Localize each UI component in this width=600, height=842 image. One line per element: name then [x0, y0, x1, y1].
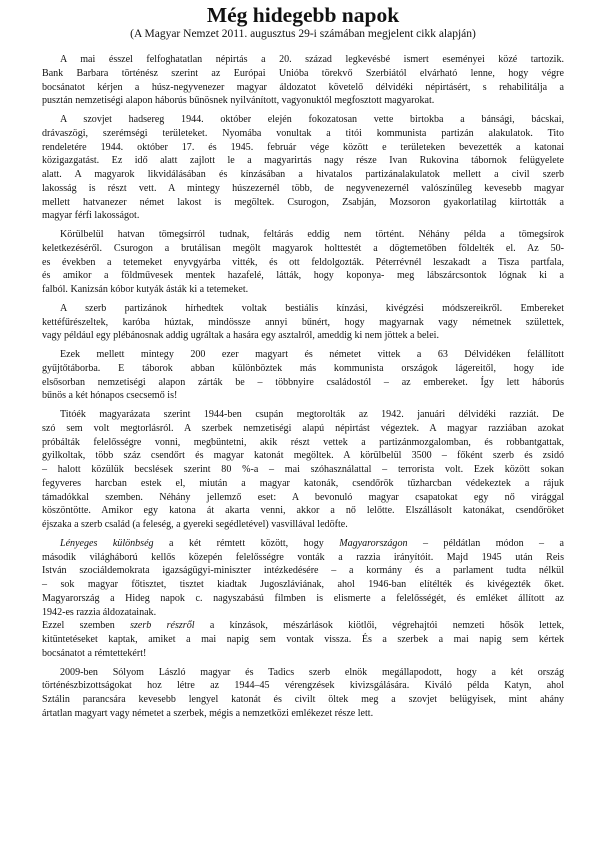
paragraph	[42, 666, 564, 721]
text-line: bocsánatot a rémtettekért!	[42, 647, 147, 659]
text-line: fegyveres harcban estek el, miután a magyar katonák, csendőrök tűzharcban védekeztek a rájuk	[42, 477, 564, 489]
text-line: kitüntetéseket kaptak, amiket a mai napig sem vontak vissza. És a szerbek a mai napig sem kértek	[42, 634, 564, 645]
text-line: próbálták felelősségre vonni, megbüntetni, akik részt vettek a partizánmozgalomban, és robbantgattak,	[42, 436, 564, 448]
text-line: mellett hatvanezer német lakost is megöltek. Csurogon, Zsabján, Mozsoron gyakorlatilag kiirtották a	[42, 196, 564, 208]
text-line: drávaszögi, szerémségi területeket. Nyomába vonultak a titói kommunista partizán alakulatok. Tito	[42, 127, 564, 139]
text-line: Bank Barbara történész szerint az Európai Unióba törekvő Szerbiától elvárható lenne, hogy végre	[42, 67, 564, 79]
text-line: es években a tetemeket enyvgyárba vitték, és ott feldolgozták. Péterrévnél leszakadt a Tisza partfala,	[42, 256, 564, 268]
paragraph	[42, 408, 564, 532]
paragraph	[42, 53, 564, 108]
text-line: gyilkoltak, több száz csendőrt és magyar katonát megöltek. A körülbelül 3500 – főként szerb és zsidó	[42, 450, 564, 462]
paragraph	[42, 228, 564, 297]
text-line: 2009-ben Sólyom László magyar és Tadics szerb elnök megállapodott, hogy a két ország	[60, 666, 564, 678]
text-line: alatt. A magyarok likvidálásában és kínzásában a hivatalos partizánalakulatok mellett a civil szerb	[42, 169, 564, 180]
paragraph	[42, 302, 564, 343]
text-line: A mai ésszel felfoghatatlan népirtás a 20. század legkevésbé ismert eseményei közé tartozik.	[60, 54, 564, 65]
text-line: A szerb partizánok hírhedtek voltak bestiális kínzási, kivégzési módszereikről. Embereket	[60, 302, 564, 314]
text-line: gyűjtőtáborba. E táborok abban különböztek más kommunista országok lágereitől, hogy ide	[42, 362, 564, 374]
text-line: pusztán nemzetiségi alapon háborús bűnösnek nyilvánított, vagyonuktól megfosztott magyarokat.	[42, 95, 435, 107]
article-title: Még hidegebb napok	[206, 3, 400, 27]
article-body	[42, 53, 564, 721]
text-line: Sztálin parancsára kevesebb lengyel katonát és civilt öltek meg a szovjet belügyisek, mint ahány	[42, 694, 564, 705]
text-line: kettéfűrészeltek, karóba húztak, mindössze annyi bűnért, hogy magyarnak vagy németnek születtek,	[42, 316, 564, 328]
paragraph	[42, 537, 564, 661]
text-line: bűnös a két hónapos csecsemő is!	[42, 390, 178, 402]
text-line: lakosság is részt vett. A mintegy húszezernél több, de negyvenezernél valószínűleg kevesebb magyar	[42, 182, 564, 194]
text-line: keletkezéséről. Csurogon a brutálisan megölt magyarok holttestét a dögtemetőben földelték el. Az 50-	[42, 242, 564, 254]
text-line: köszöntötte. Amikor egy katona át akarta venni, akkor a nő lelőtte. Elszállásolt katonákat, csendőröket	[42, 505, 564, 517]
text-line: Titóék magyarázata szerint 1944-ben csupán megtorolták az 1942. januári délvidéki razziát. De	[60, 409, 564, 420]
text-line: Ezek mellett mintegy 200 ezer magyart és németet vittek a 63 Délvidéken felállított	[60, 349, 564, 360]
text-line: vagy például egy plébánosnak addig ugráltak a hasára egy asztalról, ameddig ki nem jöttek a belei.	[42, 330, 439, 342]
text-line: közigazgatást. Ez idő alatt zajlott le a magyarirtás nagy része Ivan Rukovina tábornok felügyelete	[42, 155, 564, 167]
text-line: támadókkal szemben. Néhány jellemző eset: A bevonuló magyar csapatokat egy nő virággal	[42, 491, 564, 503]
text-line: István szociáldemokrata igazságügyi-miniszter intézkedésére – a kormány és a parlament tudta nélkül	[42, 565, 564, 577]
text-line: második világháború kellős közepén felelősségre vonták a razzia irányítóit. Majd 1945 után Reis	[42, 551, 564, 563]
text-line: történészbizottságokat hoz létre az 1944–45 vérengzések kivizsgálására. Kiváló példa Katyn, ahol	[42, 680, 564, 692]
text-line: elsősorban nemzetiségi alapon zárták be – többnyire családostól – az embereket. Így lett háborús	[42, 376, 564, 388]
paragraph	[42, 113, 564, 223]
text-line: ártatlan magyart vagy németet a szerbek, mégis a nemzetközi emlékezet része lett.	[42, 707, 374, 719]
emphasis: Lényeges különbség	[60, 537, 154, 549]
text-line: – sok magyar főtisztet, tisztet kiadtak Jugoszláviának, ahol 1946-ban elítélték és kivégezték őket.	[42, 579, 564, 590]
text-line: és amikor a földművesek mentek hazafelé, látták, hogy koponya- meg lábszárcsontok lógnak ki a	[42, 270, 564, 282]
paragraph	[42, 348, 564, 403]
text-line: falból. Kanizsán kóbor kutyák ásták ki a tetemeket.	[42, 284, 249, 295]
text-line: 1942-es razzia áldozatainak.	[42, 606, 157, 618]
text-line: bocsánatot kérjen a húsz-negyvenezer magyar áldozatot követelő délvidéki népirtásért, s rehabilitálja a	[42, 81, 564, 93]
emphasis: szerb részről	[130, 620, 195, 632]
text-line: magyar férfi lakosságot.	[42, 210, 140, 222]
article-subtitle: (A Magyar Nemzet 2011. augusztus 29-i számában megjelent cikk alapján)	[130, 28, 476, 40]
text-line: szó sem volt megtorlásról. A szerbek nemzetiségi alapú népirtást végeztek. A magyar razziában azokat	[42, 422, 564, 434]
text-line: A szovjet hadsereg 1944. október elején fokozatosan vette birtokba a bánsági, bácskai,	[60, 114, 564, 125]
text-line: Magyarország a Hideg napok c. nagyszabású filmben is elismerte a felelősségét, és emléket állított az	[42, 592, 564, 604]
text-line: éjszaka a szerb család (a feleség, a gyereki segédletével) vasvillával ledöfte.	[42, 519, 348, 530]
text-line: Lényeges különbség a két rémtett között, hogy Magyarországon – példátlan módon – a	[60, 537, 564, 549]
text-line: rendeletére 1944. október 17. és 1945. február vége között e területeken bevezették a katonai	[42, 141, 564, 153]
text-line: Ezzel szemben szerb részről a kínzások, mészárlások kiötlői, végrehajtói nemzeti hősök lettek,	[42, 620, 564, 632]
text-line: Körülbelül hatvan tömegsírról tudnak, feltárás eddig nem történt. Néhány példa a tömegsírok	[60, 229, 564, 240]
text-line: – halott közülük becslések szerint 80 %-a – mai szóhasználattal – terrorista volt. Ezek között sokan	[42, 464, 564, 475]
emphasis: Magyarországon	[339, 537, 408, 549]
